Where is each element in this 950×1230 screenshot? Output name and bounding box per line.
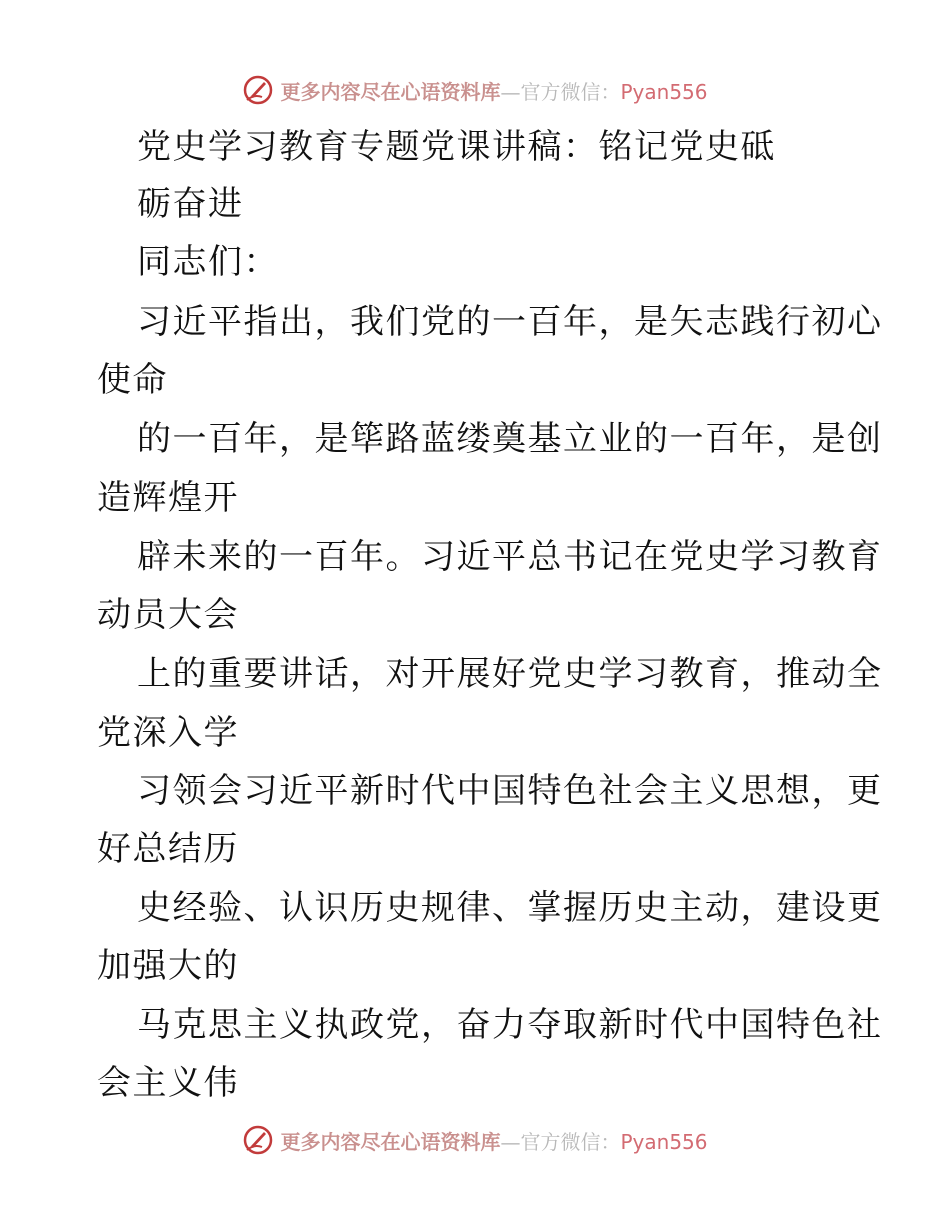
text-line: 好总结历 xyxy=(97,829,239,869)
text-line: 加强大的 xyxy=(97,946,239,986)
footer-watermark xyxy=(0,1122,950,1158)
watermark-text: 更多内容尽在心语资料库—官方微信：Pyan556 xyxy=(280,79,708,104)
text-line: 会主义伟 xyxy=(97,1063,239,1103)
text-line: 党深入学 xyxy=(97,713,239,753)
header-watermark xyxy=(0,72,950,108)
text-line: 马克思主义执政党，奋力夺取新时代中国特色社 xyxy=(137,1005,883,1045)
text-line: 动员大会 xyxy=(97,595,239,635)
salutation: 同志们： xyxy=(137,242,279,282)
text-line: 史经验、认识历史规律、掌握历史主动，建设更 xyxy=(137,888,883,928)
quill-logo-icon xyxy=(242,1124,274,1156)
quill-logo-icon xyxy=(242,74,274,106)
title-line-2: 砺奋进 xyxy=(137,184,244,224)
text-line: 造辉煌开 xyxy=(97,478,239,518)
text-line: 使命 xyxy=(97,360,168,400)
text-line: 习近平指出，我们党的一百年，是矢志践行初心 xyxy=(137,302,883,342)
watermark-text: 更多内容尽在心语资料库—官方微信：Pyan556 xyxy=(280,1129,708,1154)
title-line-1: 党史学习教育专题党课讲稿：铭记党史砥 xyxy=(137,127,776,167)
text-line: 习领会习近平新时代中国特色社会主义思想，更 xyxy=(137,771,883,811)
text-line: 的一百年，是筚路蓝缕奠基立业的一百年，是创 xyxy=(137,419,883,459)
text-line: 辟未来的一百年。习近平总书记在党史学习教育 xyxy=(137,537,883,577)
text-line: 上的重要讲话，对开展好党史学习教育，推动全 xyxy=(137,654,883,694)
